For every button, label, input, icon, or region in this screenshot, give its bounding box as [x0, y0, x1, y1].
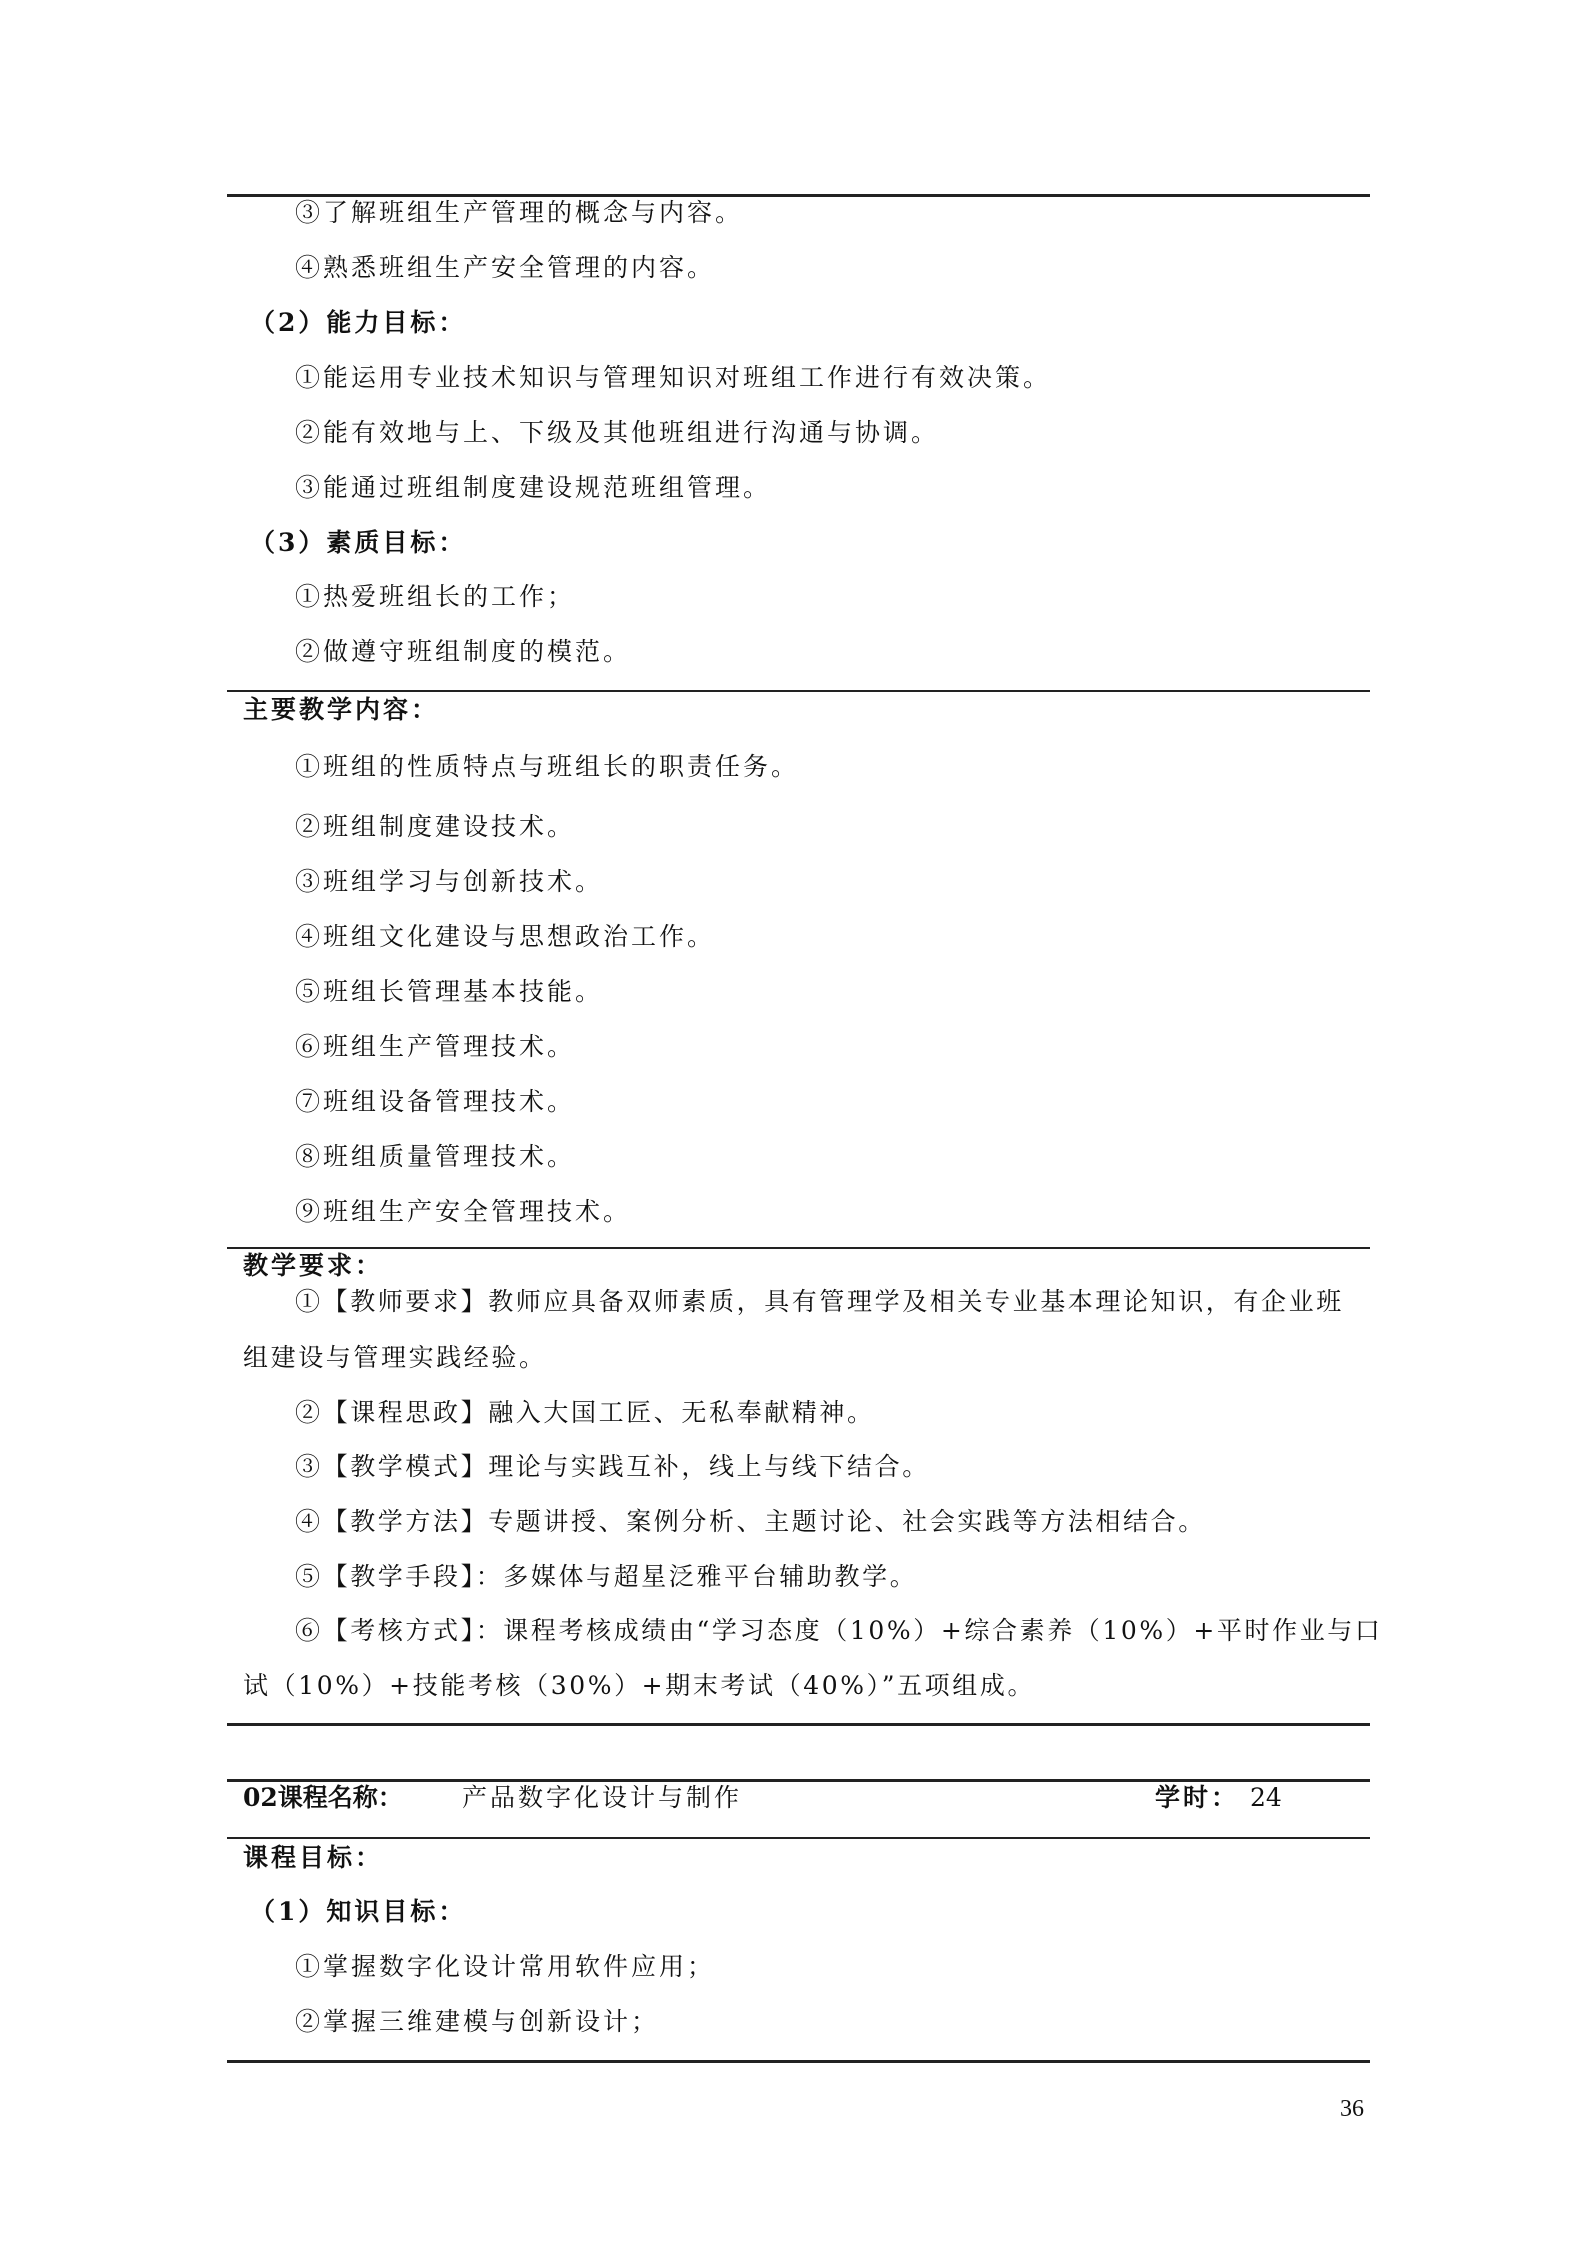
content-heading: 主要教学内容： [243, 695, 440, 724]
quality-item-1: ①热爱班组长的工作； [295, 582, 576, 611]
row-divider [227, 690, 1370, 692]
content-item-2: ②班组制度建设技术。 [295, 812, 576, 841]
content-item-6: ⑥班组生产管理技术。 [295, 1032, 576, 1061]
requirement-line-5: ④【教学方法】专题讲授、案例分析、主题讨论、社会实践等方法相结合。 [295, 1507, 1206, 1536]
requirement-line-4: ③【教学模式】理论与实践互补，线上与线下结合。 [295, 1452, 930, 1481]
content-item-3: ③班组学习与创新技术。 [295, 867, 604, 896]
ability-item-1: ①能运用专业技术知识与管理知识对班组工作进行有效决策。 [295, 363, 1052, 392]
content-item-9: ⑨班组生产安全管理技术。 [295, 1197, 632, 1226]
row-divider [227, 1247, 1370, 1249]
course-label: 02课程名称： [243, 1783, 403, 1812]
content-item-7: ⑦班组设备管理技术。 [295, 1087, 576, 1116]
course-name: 产品数字化设计与制作 [462, 1783, 743, 1812]
ability-item-3: ③能通过班组制度建设规范班组管理。 [295, 473, 772, 502]
requirement-line-3: ②【课程思政】融入大国工匠、无私奉献精神。 [295, 1398, 875, 1427]
content-item-4: ④班组文化建设与思想政治工作。 [295, 922, 716, 951]
table-bottom-border [227, 1723, 1370, 1726]
requirement-line-1: ①【教师要求】教师应具备双师素质，具有管理学及相关专业基本理论知识，有企业班 [295, 1287, 1344, 1316]
hours-label: 学时： [1155, 1783, 1240, 1812]
knowledge-item-4: ④熟悉班组生产安全管理的内容。 [295, 253, 716, 282]
requirement-line-6: ⑤【教学手段】：多媒体与超星泛雅平台辅助教学。 [295, 1562, 918, 1591]
course-goal-heading: 课程目标： [243, 1843, 384, 1872]
knowledge-item-3: ③了解班组生产管理的概念与内容。 [295, 198, 744, 227]
table-bottom-border [227, 2060, 1370, 2063]
content-item-5: ⑤班组长管理基本技能。 [295, 977, 604, 1006]
requirements-heading: 教学要求： [243, 1251, 384, 1280]
course2-knowledge-item-1: ①掌握数字化设计常用软件应用； [295, 1952, 716, 1981]
requirement-line-7: ⑥【考核方式】：课程考核成绩由“学习态度（10%）+综合素养（10%）+平时作业与口 [295, 1616, 1383, 1645]
row-divider [227, 1837, 1370, 1839]
content-item-1: ①班组的性质特点与班组长的职责任务。 [295, 752, 800, 781]
quality-item-2: ②做遵守班组制度的模范。 [295, 637, 632, 666]
ability-item-2: ②能有效地与上、下级及其他班组进行沟通与协调。 [295, 418, 940, 447]
requirement-line-2: 组建设与管理实践经验。 [243, 1343, 547, 1372]
course2-knowledge-heading: （1）知识目标： [250, 1897, 467, 1926]
course2-knowledge-item-2: ②掌握三维建模与创新设计； [295, 2007, 660, 2036]
page-number: 36 [1340, 2096, 1364, 2122]
quality-heading: （3）素质目标： [250, 528, 467, 557]
ability-heading: （2）能力目标： [250, 308, 467, 337]
hours-value: 24 [1250, 1783, 1282, 1812]
content-item-8: ⑧班组质量管理技术。 [295, 1142, 576, 1171]
requirement-line-8: 试（10%）+技能考核（30%）+期末考试（40%）”五项组成。 [243, 1671, 1036, 1700]
